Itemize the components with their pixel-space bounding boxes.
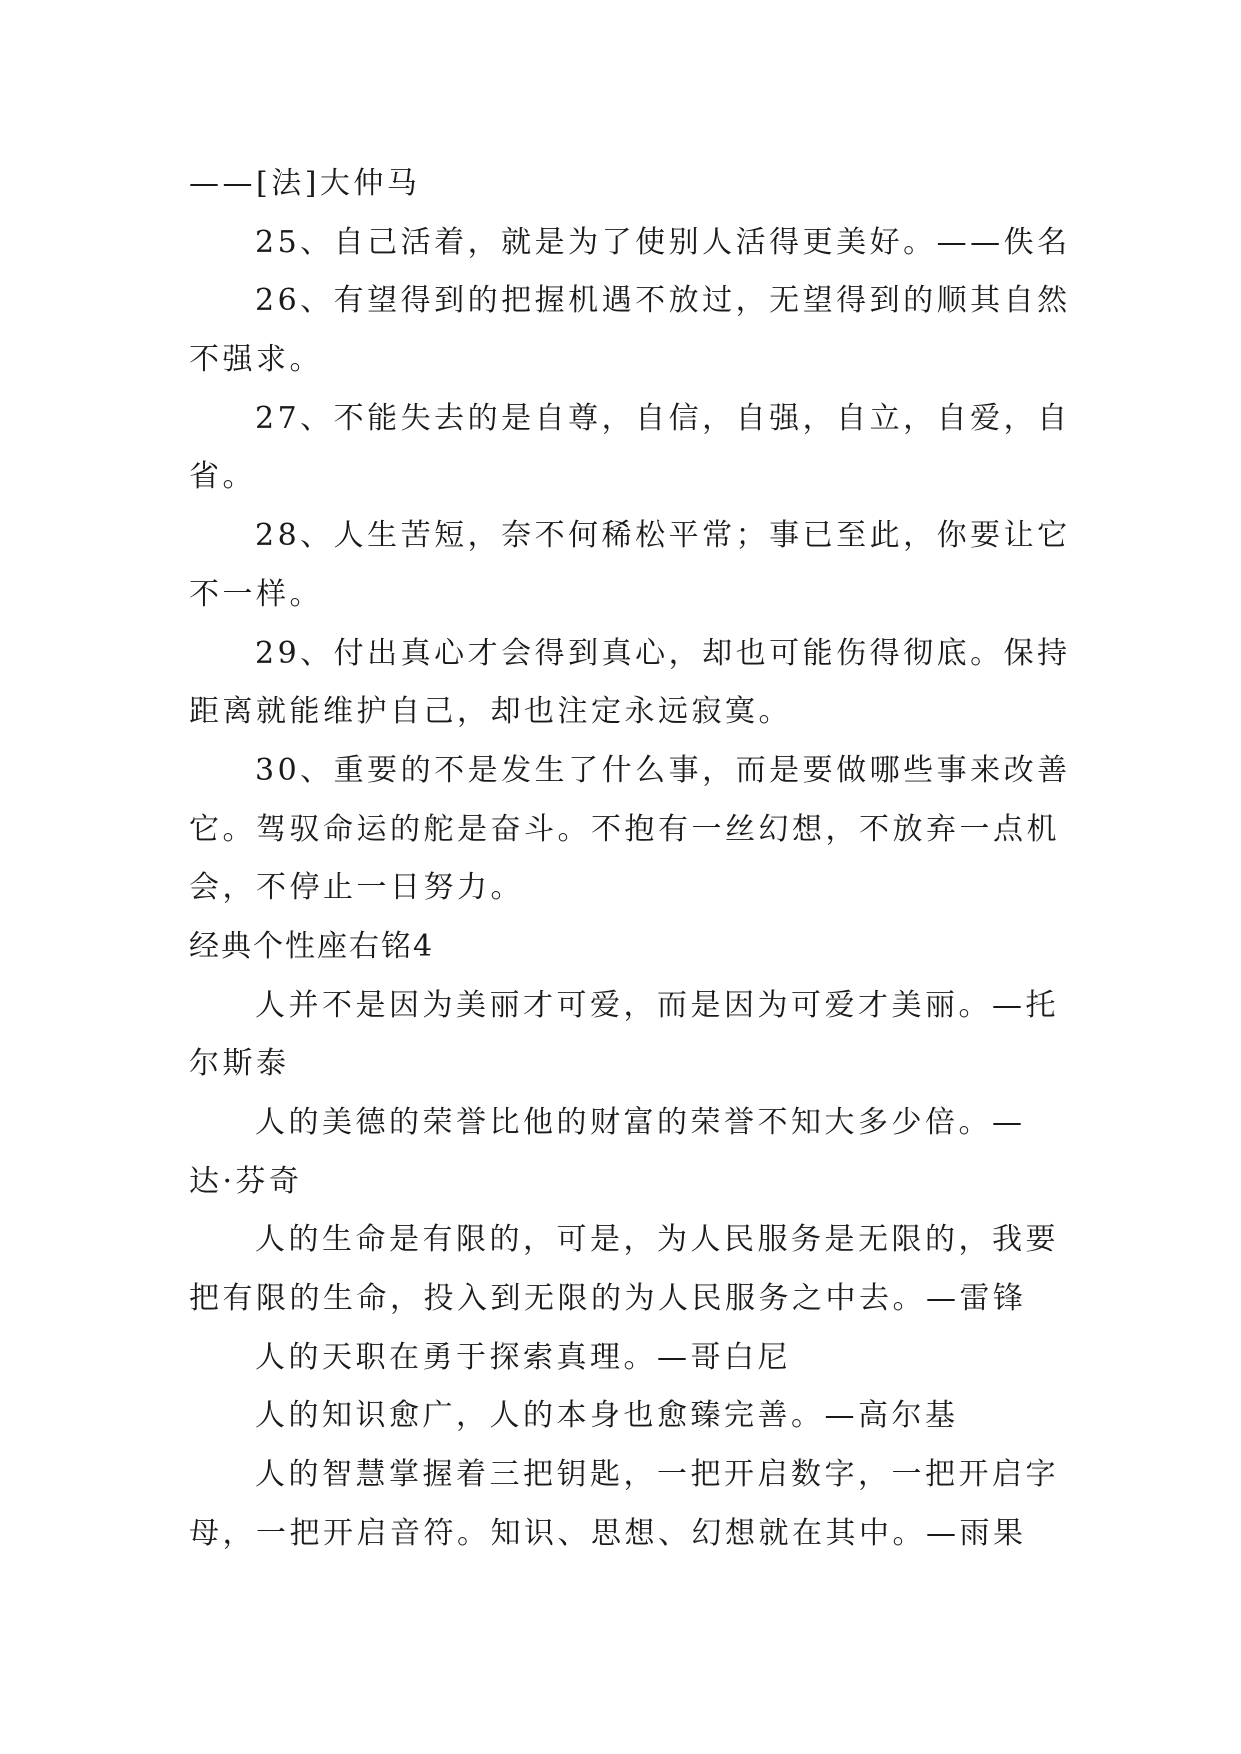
quote-25-line-1: 25、自己活着，就是为了使别人活得更美好。——佚名 bbox=[255, 224, 1071, 260]
quote-30-line-1: 30、重要的不是发生了什么事，而是要做哪些事来改善 bbox=[255, 752, 1071, 788]
quote-26-line-2: 不强求。 bbox=[189, 342, 323, 378]
quote-hugo-line-2: 母，一把开启音符。知识、思想、幻想就在其中。—雨果 bbox=[189, 1515, 1027, 1551]
quote-29-line-1: 29、付出真心才会得到真心，却也可能伤得彻底。保持 bbox=[255, 635, 1071, 671]
quote-29-line-2: 距离就能维护自己，却也注定永远寂寞。 bbox=[189, 694, 792, 730]
quote-26-line-1: 26、有望得到的把握机遇不放过，无望得到的顺其自然 bbox=[255, 283, 1071, 319]
quote-28-line-1: 28、人生苦短，奈不何稀松平常；事已至此，你要让它 bbox=[255, 518, 1071, 554]
quote-27-line-2: 省。 bbox=[189, 459, 256, 495]
quote-leifeng-line-2: 把有限的生命，投入到无限的为人民服务之中去。—雷锋 bbox=[189, 1281, 1027, 1317]
quote-27-line-1: 27、不能失去的是自尊，自信，自强，自立，自爱，自 bbox=[255, 400, 1071, 436]
quote-gorky-line: 人的知识愈广，人的本身也愈臻完善。—高尔基 bbox=[255, 1398, 959, 1434]
quote-leifeng-line-1: 人的生命是有限的，可是，为人民服务是无限的，我要 bbox=[255, 1222, 1059, 1258]
quote-30-line-2: 它。驾驭命运的舵是奋斗。不抱有一丝幻想，不放弃一点机 bbox=[189, 811, 1060, 847]
document-page bbox=[189, 155, 1071, 1564]
quote-28-line-2: 不一样。 bbox=[189, 576, 323, 612]
section-heading: 经典个性座右铭4 bbox=[189, 928, 435, 964]
attribution-line: ——[法]大仲马 bbox=[189, 166, 421, 201]
quote-tolstoy-line-1: 人并不是因为美丽才可爱，而是因为可爱才美丽。—托 bbox=[255, 987, 1059, 1023]
quote-tolstoy-line-2: 尔斯泰 bbox=[189, 1046, 290, 1082]
quote-davinci-line-1: 人的美德的荣誉比他的财富的荣誉不知大多少倍。— bbox=[255, 1105, 1026, 1140]
quote-hugo-line-1: 人的智慧掌握着三把钥匙，一把开启数字，一把开启字 bbox=[255, 1457, 1059, 1493]
quote-copernicus-line: 人的天职在勇于探索真理。—哥白尼 bbox=[255, 1339, 791, 1375]
quote-davinci-line-2: 达·芬奇 bbox=[189, 1163, 303, 1199]
quote-30-line-3: 会，不停止一日努力。 bbox=[189, 870, 524, 906]
